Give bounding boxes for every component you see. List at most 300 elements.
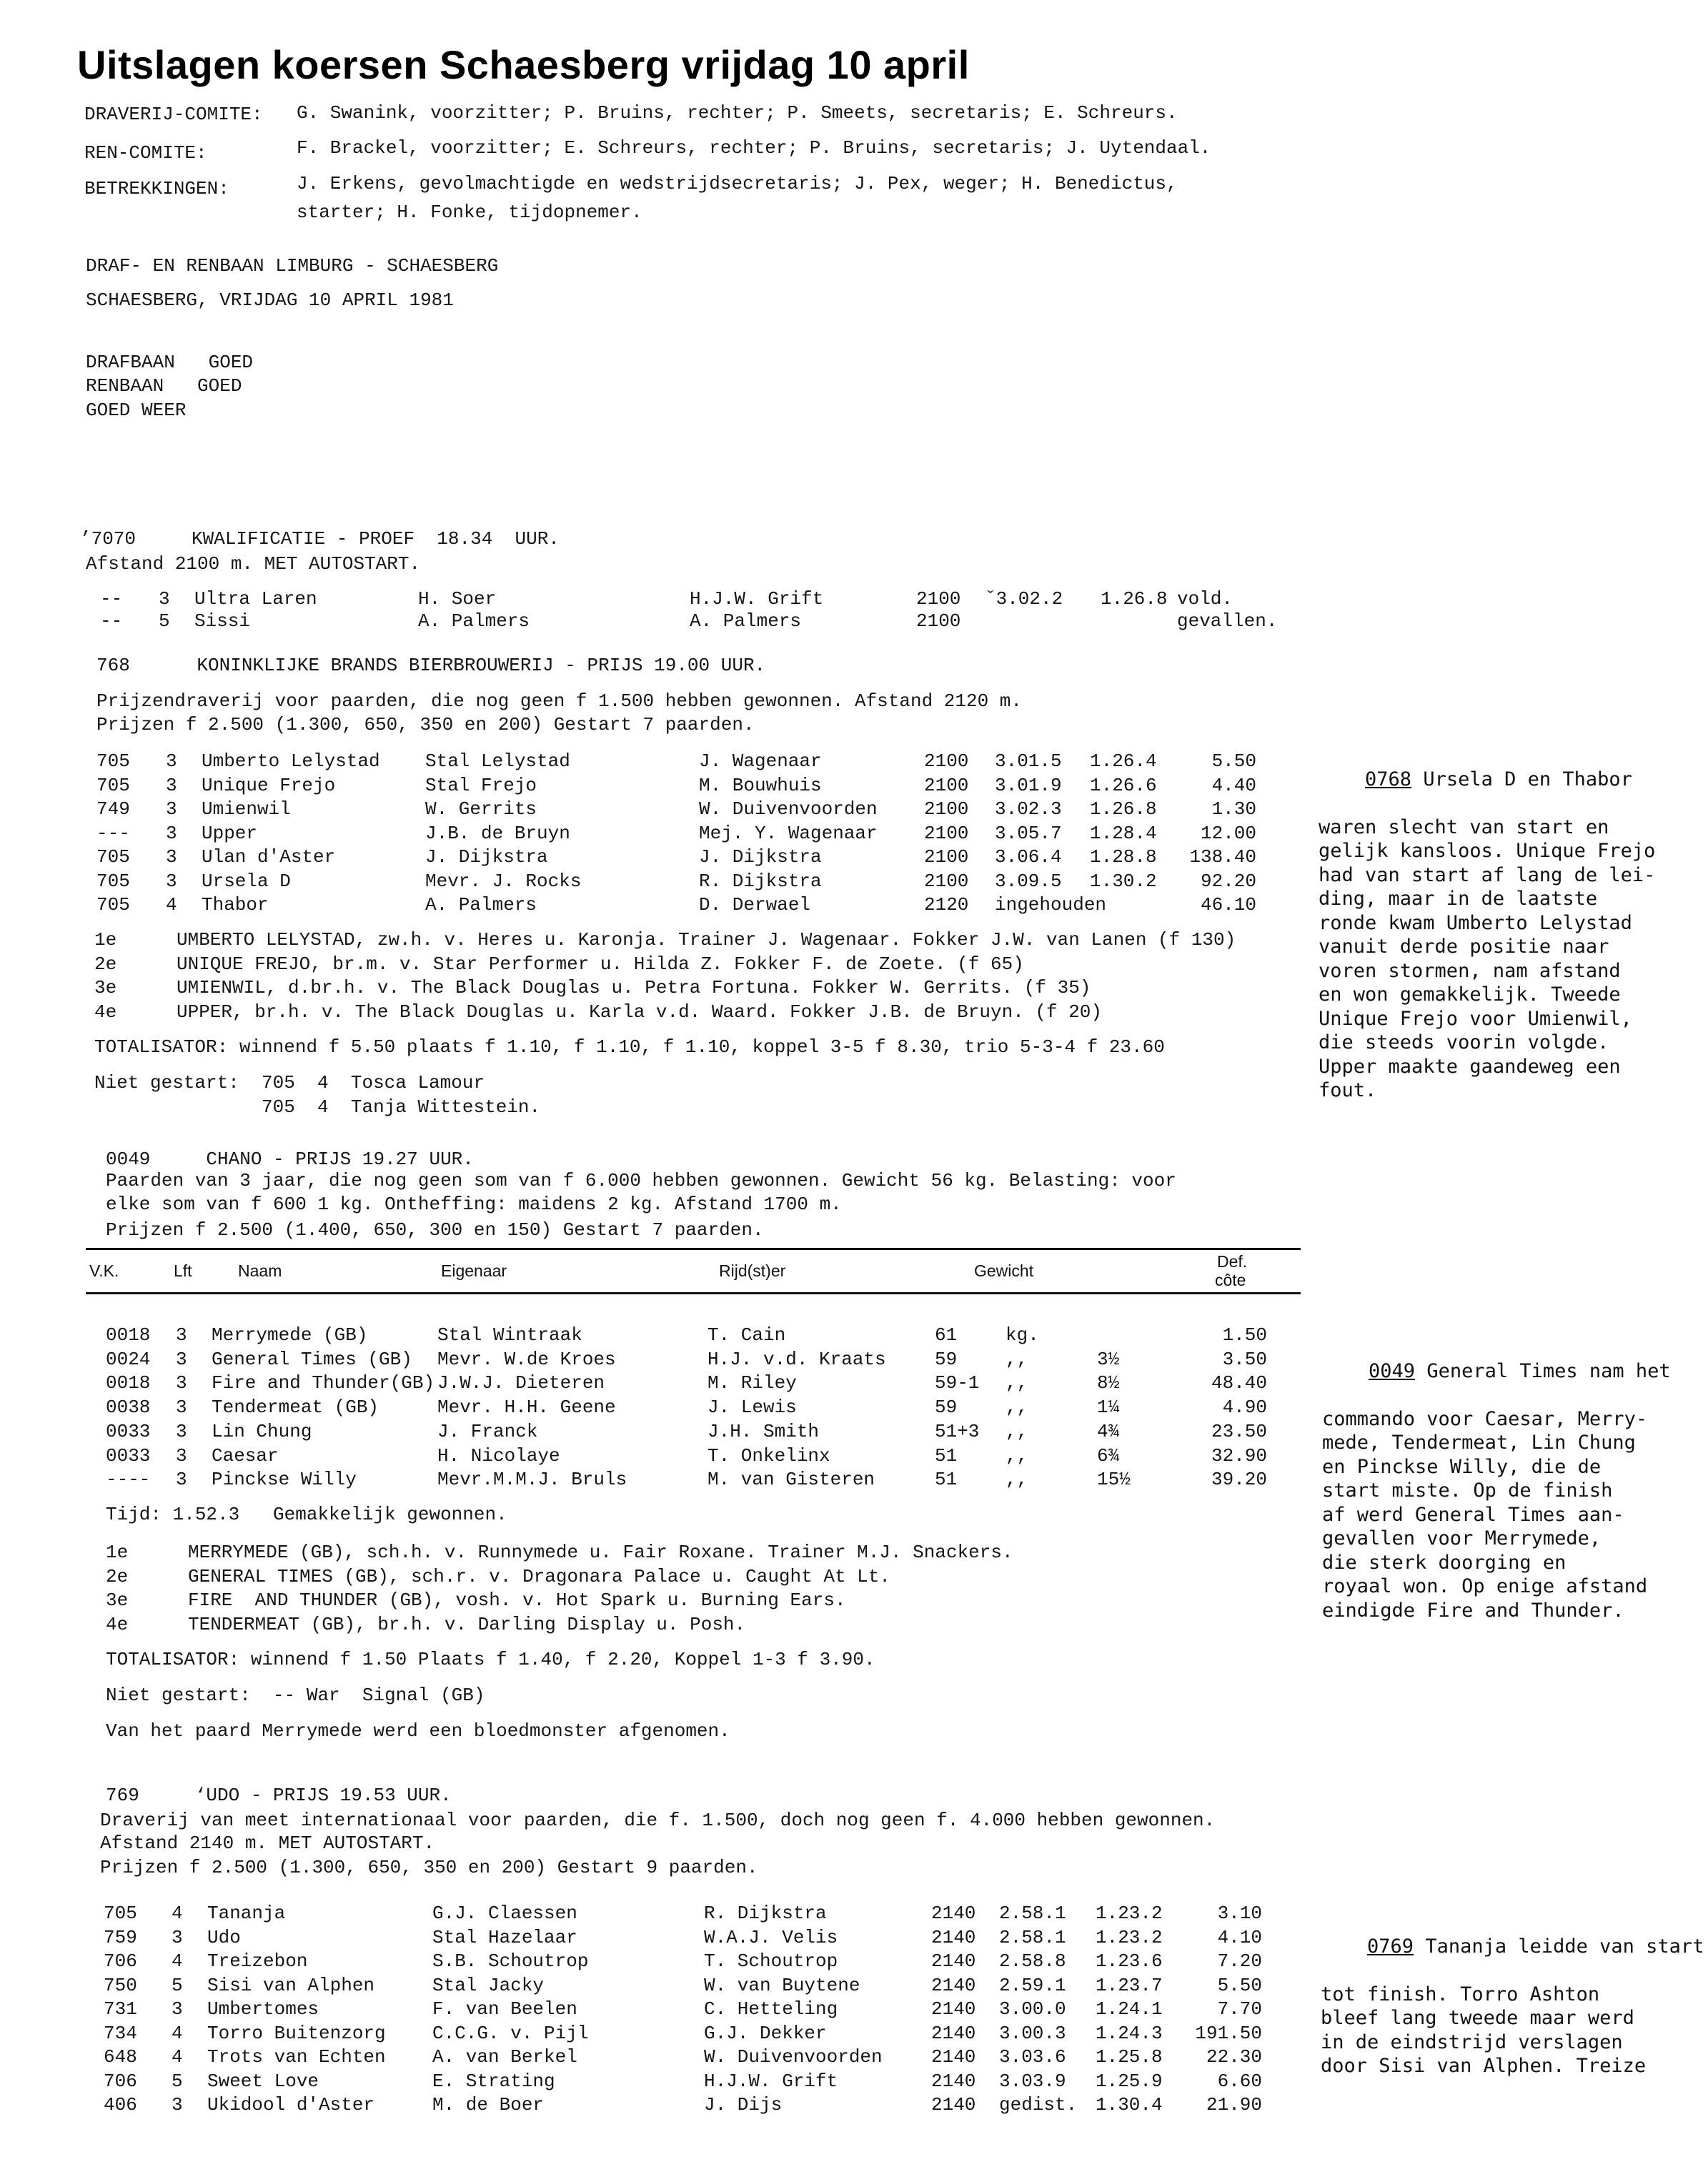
- page-title: Uitslagen koersen Schaesberg vrijdag 10 april: [77, 42, 970, 87]
- table-cell: 2100: [924, 798, 969, 820]
- table-cell: 3.09.5: [995, 870, 1062, 892]
- venue-line: DRAF- EN RENBAAN LIMBURG - SCHAESBERG: [86, 255, 499, 277]
- table-cell: Ulan d'Aster: [202, 846, 336, 868]
- table-cell: Fire and Thunder(GB): [212, 1372, 435, 1394]
- table-cell: 46.10: [1200, 894, 1256, 916]
- table-cell: 1.23.7: [1096, 1974, 1163, 1996]
- table-cell: 3: [172, 1926, 183, 1948]
- table-cell: gedist.: [999, 2094, 1078, 2116]
- table-cell: Mevr.M.M.J. Bruls: [437, 1469, 627, 1491]
- placing-rank: 3e: [94, 977, 117, 998]
- table-cell: 61: [935, 1324, 958, 1346]
- col-header-gewicht: Gewicht: [974, 1261, 1034, 1280]
- table-cell: G.J. Claessen: [432, 1903, 577, 1924]
- officials-text-betrekkingen-1: J. Erkens, gevolmachtigde en wedstrijdsecretaris; J. Pex, weger; H. Benedictus,: [297, 173, 1178, 194]
- table-cell: R. Dijkstra: [704, 1903, 827, 1924]
- table-cell: W. van Buytene: [704, 1974, 860, 1996]
- table-cell: ,,: [1006, 1372, 1028, 1394]
- table-cell: ,,: [1006, 1348, 1028, 1370]
- table-cell: 705: [96, 846, 130, 868]
- track-condition-draf: DRAFBAAN GOED: [86, 352, 254, 373]
- table-cell: Trots van Echten: [207, 2046, 386, 2068]
- table-cell: 2120: [924, 894, 969, 916]
- table-cell: J.W.J. Dieteren: [437, 1372, 605, 1394]
- commentary-line: mede, Tendermeat, Lin Chung: [1322, 1432, 1636, 1454]
- placing-rank: 4e: [94, 1001, 117, 1023]
- table-cell: Mevr. W.de Kroes: [437, 1348, 616, 1370]
- table-cell: ,,: [1006, 1397, 1028, 1419]
- table-cell: Pinckse Willy: [212, 1469, 357, 1491]
- table-cell: 3: [166, 822, 177, 844]
- table-cell: kg.: [1006, 1324, 1039, 1346]
- commentary-line: vanuit derde positie naar: [1319, 936, 1609, 958]
- table-cell: A. van Berkel: [432, 2046, 577, 2068]
- placing-rank: 2e: [94, 953, 117, 975]
- race-768-commentary: [1319, 743, 1655, 1151]
- table-cell: J. Franck: [437, 1420, 538, 1442]
- placing-text: UMBERTO LELYSTAD, zw.h. v. Heres u. Karonja. Trainer J. Wagenaar. Fokker J.W. van Lanen (f 130): [177, 929, 1236, 951]
- race-768-not-started-2: 705 4 Tanja Wittestein.: [94, 1096, 541, 1118]
- table-cell: Merrymede (GB): [212, 1324, 368, 1346]
- col-header-eigenaar: Eigenaar: [441, 1261, 507, 1280]
- table-cell: 5: [172, 1974, 183, 1996]
- commentary-line: had van start af lang de lei-: [1319, 863, 1656, 886]
- table-cell: C. Hetteling: [704, 1998, 838, 2020]
- officials-label-betrekkingen: BETREKKINGEN:: [84, 178, 229, 199]
- table-cell: Upper: [202, 822, 258, 844]
- table-cell: 1.50: [1222, 1324, 1267, 1346]
- table-cell: Thabor: [202, 894, 269, 916]
- table-cell: M. van Gisteren: [707, 1469, 875, 1491]
- table-cell: 59: [935, 1397, 958, 1419]
- table-cell: 51+3: [935, 1420, 980, 1442]
- table-cell: 1.30.2: [1090, 870, 1157, 892]
- commentary-line: Upper maakte gaandeweg een: [1319, 1055, 1621, 1078]
- col-header-def: Def.: [1217, 1252, 1248, 1271]
- table-cell: 705: [96, 870, 130, 892]
- table-cell: H. Nicolaye: [437, 1444, 560, 1467]
- table-cell: 3.50: [1222, 1348, 1267, 1370]
- placing-rank: 1e: [94, 929, 117, 951]
- table-cell: 51: [935, 1469, 958, 1491]
- commentary-line: in de eindstrijd verslagen: [1321, 2030, 1623, 2053]
- commentary-line: eindigde Fire and Thunder.: [1322, 1599, 1624, 1622]
- table-cell: 2.59.1: [999, 1974, 1066, 1996]
- commentary-line: bleef lang tweede maar werd: [1321, 2007, 1634, 2029]
- table-cell: S.B. Schoutrop: [432, 1950, 589, 1972]
- table-cell: 1.24.3: [1096, 2022, 1163, 2044]
- track-condition-ren: RENBAAN GOED: [86, 375, 242, 397]
- table-cell: 706: [104, 1950, 137, 1972]
- table-cell: ˇ3.02.2: [985, 588, 1063, 610]
- table-cell: 406: [104, 2094, 137, 2116]
- table-cell: Tananja: [207, 1903, 286, 1924]
- officials-text-betrekkingen-2: starter; H. Fonke, tijdopnemer.: [297, 202, 642, 223]
- table-cell: J.B. de Bruyn: [425, 822, 570, 844]
- officials-label-ren: REN-COMITE:: [84, 142, 207, 164]
- race-769-commentary: [1321, 1910, 1704, 2126]
- table-cell: 1.23.6: [1096, 1950, 1163, 1972]
- col-header-naam: Naam: [238, 1261, 282, 1280]
- table-cell: 2140: [931, 2046, 976, 2068]
- table-cell: 0033: [106, 1444, 151, 1467]
- table-cell: 3: [166, 798, 177, 820]
- table-cell: 705: [96, 774, 130, 796]
- table-cell: J. Lewis: [707, 1397, 797, 1419]
- table-cell: 706: [104, 2070, 137, 2092]
- table-cell: 0033: [106, 1420, 151, 1442]
- table-cell: 7.20: [1217, 1950, 1262, 1972]
- table-cell: W. Gerrits: [425, 798, 537, 820]
- race-769-description-2: Afstand 2140 m. MET AUTOSTART.: [100, 1833, 435, 1854]
- commentary-line: ronde kwam Umberto Lelystad: [1319, 911, 1632, 934]
- table-cell: Unique Frejo: [202, 774, 336, 796]
- col-header-lft: Lft: [174, 1261, 192, 1280]
- table-cell: Sissi: [194, 610, 251, 632]
- table-cell: Mevr. J. Rocks: [425, 870, 582, 892]
- commentary-line: tot finish. Torro Ashton: [1321, 1983, 1600, 2005]
- table-cell: 1.30.4: [1096, 2094, 1163, 2116]
- race-0049-description-3: Prijzen f 2.500 (1.400, 650, 300 en 150) Gestart 7 paarden.: [106, 1219, 764, 1241]
- table-cell: 705: [96, 894, 130, 916]
- table-cell: 21.90: [1206, 2094, 1262, 2116]
- table-cell: Lin Chung: [212, 1420, 312, 1442]
- table-cell: H.J.W. Grift: [690, 588, 824, 610]
- table-cell: 0018: [106, 1372, 151, 1394]
- table-cell: 2100: [924, 750, 969, 772]
- table-cell: ----: [106, 1469, 151, 1491]
- placing-text: UPPER, br.h. v. The Black Douglas u. Karla v.d. Waard. Fokker J.B. de Bruyn. (f 20): [177, 1001, 1103, 1023]
- placing-text: UNIQUE FREJO, br.m. v. Star Performer u. Hilda Z. Fokker F. de Zoete. (f 65): [177, 953, 1024, 975]
- table-cell: J. Wagenaar: [699, 750, 822, 772]
- table-cell: W.A.J. Velis: [704, 1926, 838, 1948]
- table-cell: 3.01.9: [995, 774, 1062, 796]
- table-cell: Ukidool d'Aster: [207, 2094, 375, 2116]
- commentary-line: commando voor Caesar, Merry-: [1322, 1407, 1648, 1430]
- table-cell: 3: [176, 1324, 187, 1346]
- table-cell: 749: [96, 798, 130, 820]
- table-cell: Ultra Laren: [194, 588, 317, 610]
- col-header-vk: V.K.: [89, 1261, 119, 1280]
- table-cell: 3.00.3: [999, 2022, 1066, 2044]
- placing-text: TENDERMEAT (GB), br.h. v. Darling Display u. Posh.: [188, 1613, 746, 1635]
- table-cell: 59-1: [935, 1372, 980, 1394]
- table-cell: 759: [104, 1926, 137, 1948]
- table-cell: W. Duivenvoorden: [704, 2046, 883, 2068]
- table-cell: Umberto Lelystad: [202, 750, 380, 772]
- table-cell: ,,: [1006, 1420, 1028, 1442]
- table-cell: 51: [935, 1444, 958, 1467]
- table-cell: 1.26.8: [1090, 798, 1157, 820]
- placing-text: UMIENWIL, d.br.h. v. The Black Douglas u. Petra Fortuna. Fokker W. Gerrits. (f 35): [177, 977, 1091, 998]
- table-cell: Mej. Y. Wagenaar: [699, 822, 878, 844]
- commentary-line: Tananja leidde van start: [1414, 1935, 1704, 1958]
- table-cell: J. Dijkstra: [699, 846, 822, 868]
- table-cell: 23.50: [1211, 1420, 1267, 1442]
- table-cell: 3½: [1097, 1348, 1120, 1370]
- table-cell: 4: [166, 894, 177, 916]
- table-cell: 3: [166, 846, 177, 868]
- table-cell: G.J. Dekker: [704, 2022, 827, 2044]
- table-cell: 731: [104, 1998, 137, 2020]
- table-cell: 0038: [106, 1397, 151, 1419]
- table-cell: 1.28.8: [1090, 846, 1157, 868]
- commentary-line: ding, maar in de laatste: [1319, 888, 1598, 910]
- table-cell: A. Palmers: [418, 610, 530, 632]
- table-cell: General Times (GB): [212, 1348, 412, 1370]
- table-cell: 4.10: [1217, 1926, 1262, 1948]
- placing-rank: 4e: [106, 1613, 129, 1635]
- table-cell: 3: [166, 750, 177, 772]
- commentary-line: royaal won. Op enige afstand: [1322, 1575, 1648, 1597]
- table-cell: 6¾: [1097, 1444, 1120, 1467]
- race-0049-description-1: Paarden van 3 jaar, die nog geen som van f 6.000 hebben gewonnen. Gewicht 56 kg. Belasting: voor: [106, 1170, 1176, 1191]
- table-cell: 1.30: [1211, 798, 1256, 820]
- officials-text-ren: F. Brackel, voorzitter; E. Schreurs, rechter; P. Bruins, secretaris; J. Uytendaal.: [297, 137, 1211, 159]
- table-cell: Ursela D: [202, 870, 291, 892]
- table-cell: A. Palmers: [425, 894, 537, 916]
- table-cell: 39.20: [1211, 1469, 1267, 1491]
- table-cell: 0024: [106, 1348, 151, 1370]
- table-cell: gevallen.: [1177, 610, 1278, 632]
- table-cell: 3: [176, 1444, 187, 1467]
- table-cell: H. Soer: [418, 588, 497, 610]
- table-cell: Treizebon: [207, 1950, 308, 1972]
- table-cell: Torro Buitenzorg: [207, 2022, 386, 2044]
- commentary-line: en Pinckse Willy, die de: [1322, 1455, 1602, 1478]
- table-cell: R. Dijkstra: [699, 870, 822, 892]
- table-cell: 2100: [924, 846, 969, 868]
- race-769-commentary-ref: 0769: [1367, 1935, 1414, 1958]
- placing-text: GENERAL TIMES (GB), sch.r. v. Dragonara Palace u. Caught At Lt.: [188, 1565, 890, 1587]
- table-cell: T. Cain: [707, 1324, 786, 1346]
- commentary-line: General Times nam het: [1415, 1359, 1671, 1382]
- race-0049-commentary-ref: 0049: [1369, 1359, 1416, 1382]
- table-cell: H.J.W. Grift: [704, 2070, 838, 2092]
- table-cell: 1.26.8: [1101, 588, 1168, 610]
- commentary-line: Unique Frejo voor Umienwil,: [1319, 1007, 1632, 1030]
- table-cell: 4: [172, 2046, 183, 2068]
- table-cell: 4: [172, 1903, 183, 1924]
- commentary-line: fout.: [1319, 1079, 1377, 1101]
- table-cell: 12.00: [1200, 822, 1256, 844]
- table-cell: 2.58.1: [999, 1926, 1066, 1948]
- table-cell: J. Dijs: [704, 2094, 783, 2116]
- placing-text: MERRYMEDE (GB), sch.h. v. Runnymede u. Fair Roxane. Trainer M.J. Snackers.: [188, 1542, 1013, 1563]
- table-cell: 3: [166, 870, 177, 892]
- race-0049-commentary: [1322, 1335, 1671, 1670]
- table-cell: 2140: [931, 1974, 976, 1996]
- col-header-cote: côte: [1215, 1271, 1246, 1289]
- race-7070-distance: Afstand 2100 m. MET AUTOSTART.: [86, 553, 421, 575]
- officials-text-draverij: G. Swanink, voorzitter; P. Bruins, rechter; P. Smeets, secretaris; E. Schreurs.: [297, 102, 1178, 124]
- table-cell: 59: [935, 1348, 958, 1370]
- table-cell: 1.25.8: [1096, 2046, 1163, 2068]
- table-cell: 3: [176, 1397, 187, 1419]
- table-cell: 7.70: [1217, 1998, 1262, 2020]
- table-cell: M. Riley: [707, 1372, 797, 1394]
- table-cell: 3.03.9: [999, 2070, 1066, 2092]
- race-768-heading: 768 KONINKLIJKE BRANDS BIERBROUWERIJ - PRIJS 19.00 UUR.: [96, 655, 766, 676]
- table-rule-top: [86, 1248, 1301, 1250]
- table-cell: 92.20: [1200, 870, 1256, 892]
- table-cell: ---: [96, 822, 130, 844]
- table-cell: 191.50: [1195, 2022, 1262, 2044]
- race-768-not-started-1: Niet gestart: 705 4 Tosca Lamour: [94, 1072, 485, 1094]
- race-769-description-3: Prijzen f 2.500 (1.300, 650, 350 en 200) Gestart 9 paarden.: [100, 1857, 758, 1878]
- table-cell: 1.24.1: [1096, 1998, 1163, 2020]
- table-cell: --: [100, 588, 123, 610]
- table-cell: Stal Jacky: [432, 1974, 545, 1996]
- table-cell: 5.50: [1217, 1974, 1262, 1996]
- table-cell: H.J. v.d. Kraats: [707, 1348, 886, 1370]
- table-cell: J.H. Smith: [707, 1420, 820, 1442]
- race-0049-heading: 0049 CHANO - PRIJS 19.27 UUR.: [106, 1149, 474, 1170]
- race-0049-not-started: Niet gestart: -- War Signal (GB): [106, 1685, 485, 1706]
- weather: GOED WEER: [86, 400, 187, 421]
- table-cell: 3.02.3: [995, 798, 1062, 820]
- table-cell: 2140: [931, 1998, 976, 2020]
- table-cell: Stal Wintraak: [437, 1324, 582, 1346]
- col-header-rijder: Rijd(st)er: [719, 1261, 786, 1280]
- commentary-line: waren slecht van start en: [1319, 815, 1609, 838]
- table-cell: Tendermeat (GB): [212, 1397, 379, 1419]
- table-cell: 3: [176, 1348, 187, 1370]
- table-cell: 750: [104, 1974, 137, 1996]
- table-cell: 3.01.5: [995, 750, 1062, 772]
- officials-label-draverij: DRAVERIJ-COMITE:: [84, 104, 263, 125]
- race-768-description-2: Prijzen f 2.500 (1.300, 650, 350 en 200) Gestart 7 paarden.: [96, 714, 755, 735]
- table-cell: Stal Lelystad: [425, 750, 570, 772]
- table-cell: 2140: [931, 1950, 976, 1972]
- table-cell: 734: [104, 2022, 137, 2044]
- table-cell: ,,: [1006, 1444, 1028, 1467]
- table-cell: T. Onkelinx: [707, 1444, 830, 1467]
- commentary-line: start miste. Op de finish: [1322, 1479, 1613, 1502]
- placing-text: FIRE AND THUNDER (GB), vosh. v. Hot Spark u. Burning Ears.: [188, 1590, 846, 1611]
- venue-date: SCHAESBERG, VRIJDAG 10 APRIL 1981: [86, 289, 454, 311]
- table-cell: 0018: [106, 1324, 151, 1346]
- table-cell: Sweet Love: [207, 2070, 319, 2092]
- table-cell: 4.40: [1211, 774, 1256, 796]
- commentary-line: die sterk doorging en: [1322, 1551, 1567, 1574]
- table-cell: 3.06.4: [995, 846, 1062, 868]
- table-cell: Mevr. H.H. Geene: [437, 1397, 616, 1419]
- race-0049-bloodtest: Van het paard Merrymede werd een bloedmonster afgenomen.: [106, 1720, 730, 1742]
- table-cell: 2100: [924, 822, 969, 844]
- table-row: [0, 588, 1708, 610]
- race-769-heading: 769 ‘UDO - PRIJS 19.53 UUR.: [106, 1785, 452, 1806]
- race-0049-description-2: elke som van f 600 1 kg. Ontheffing: maidens 2 kg. Afstand 1700 m.: [106, 1194, 842, 1215]
- table-cell: 2.58.1: [999, 1903, 1066, 1924]
- race-0049-totalisator: TOTALISATOR: winnend f 1.50 Plaats f 1.40, f 2.20, Koppel 1-3 f 3.90.: [106, 1649, 875, 1670]
- commentary-line: door Sisi van Alphen. Treize: [1321, 2055, 1647, 2077]
- table-cell: 2140: [931, 2094, 976, 2116]
- commentary-line: en won gemakkelijk. Tweede: [1319, 983, 1621, 1006]
- table-row: [0, 610, 1708, 632]
- table-cell: 1.28.4: [1090, 822, 1157, 844]
- table-cell: 3: [176, 1372, 187, 1394]
- table-cell: 5: [172, 2070, 183, 2092]
- race-768-description-1: Prijzendraverij voor paarden, die nog geen f 1.500 hebben gewonnen. Afstand 2120 m.: [96, 690, 1023, 712]
- table-cell: W. Duivenvoorden: [699, 798, 878, 820]
- table-cell: T. Schoutrop: [704, 1950, 838, 1972]
- table-cell: 3: [166, 774, 177, 796]
- table-cell: D. Derwael: [699, 894, 811, 916]
- table-cell: J. Dijkstra: [425, 846, 548, 868]
- table-cell: M. Bouwhuis: [699, 774, 822, 796]
- table-cell: Caesar: [212, 1444, 279, 1467]
- table-cell: Umienwil: [202, 798, 291, 820]
- race-0049-time: Tijd: 1.52.3 Gemakkelijk gewonnen.: [106, 1504, 507, 1525]
- table-cell: --: [100, 610, 123, 632]
- table-cell: 2140: [931, 1926, 976, 1948]
- race-768-commentary-ref: 0768: [1365, 768, 1412, 790]
- commentary-line: gelijk kansloos. Unique Frejo: [1319, 840, 1656, 862]
- table-cell: 3.10: [1217, 1903, 1262, 1924]
- table-cell: 1.23.2: [1096, 1903, 1163, 1924]
- table-cell: 3: [176, 1420, 187, 1442]
- table-cell: 4.90: [1222, 1397, 1267, 1419]
- race-7070-heading: ’7070 KWALIFICATIE - PROEF 18.34 UUR.: [80, 528, 560, 550]
- table-cell: 138.40: [1189, 846, 1256, 868]
- table-cell: Sisi van Alphen: [207, 1974, 375, 1996]
- table-cell: C.C.G. v. Pijl: [432, 2022, 589, 2044]
- table-cell: 48.40: [1211, 1372, 1267, 1394]
- table-cell: 22.30: [1206, 2046, 1262, 2068]
- table-cell: 705: [96, 750, 130, 772]
- table-cell: A. Palmers: [690, 610, 802, 632]
- table-cell: 1.25.9: [1096, 2070, 1163, 2092]
- table-cell: 3: [172, 2094, 183, 2116]
- table-cell: 2100: [916, 610, 961, 632]
- table-cell: 3: [159, 588, 170, 610]
- table-cell: 2100: [916, 588, 961, 610]
- table-cell: 15½: [1097, 1469, 1131, 1491]
- table-cell: 5.50: [1211, 750, 1256, 772]
- table-cell: 3: [172, 1998, 183, 2020]
- table-cell: 5: [159, 610, 170, 632]
- table-cell: Udo: [207, 1926, 241, 1948]
- table-cell: 3.03.6: [999, 2046, 1066, 2068]
- table-cell: 4: [172, 2022, 183, 2044]
- race-769-description-1: Draverij van meet internationaal voor paarden, die f. 1.500, doch nog geen f. 4.000 hebben gewonnen.: [100, 1810, 1216, 1831]
- table-cell: Umbertomes: [207, 1998, 319, 2020]
- commentary-line: die steeds voorin volgde.: [1319, 1031, 1609, 1053]
- table-cell: 32.90: [1211, 1444, 1267, 1467]
- race-768-totalisator: TOTALISATOR: winnend f 5.50 plaats f 1.10, f 1.10, f 1.10, koppel 3-5 f 8.30, trio 5-3-4 f 23.60: [94, 1036, 1165, 1058]
- table-cell: 3: [176, 1469, 187, 1491]
- table-cell: 4: [172, 1950, 183, 1972]
- table-cell: ,,: [1006, 1469, 1028, 1491]
- table-cell: 2100: [924, 774, 969, 796]
- commentary-line: af werd General Times aan-: [1322, 1503, 1624, 1526]
- commentary-line: gevallen voor Merrymede,: [1322, 1527, 1602, 1549]
- commentary-line: voren stormen, nam afstand: [1319, 959, 1621, 982]
- table-cell: 2140: [931, 2022, 976, 2044]
- table-cell: 3.05.7: [995, 822, 1062, 844]
- table-cell: vold.: [1177, 588, 1233, 610]
- table-cell: 3.00.0: [999, 1998, 1066, 2020]
- placing-rank: 1e: [106, 1542, 129, 1563]
- table-rule-bottom: [86, 1292, 1301, 1294]
- table-cell: E. Strating: [432, 2070, 555, 2092]
- placing-rank: 3e: [106, 1590, 129, 1611]
- table-cell: Stal Hazelaar: [432, 1926, 577, 1948]
- commentary-line: Ursela D en Thabor: [1411, 768, 1632, 790]
- table-cell: 6.60: [1217, 2070, 1262, 2092]
- table-cell: M. de Boer: [432, 2094, 545, 2116]
